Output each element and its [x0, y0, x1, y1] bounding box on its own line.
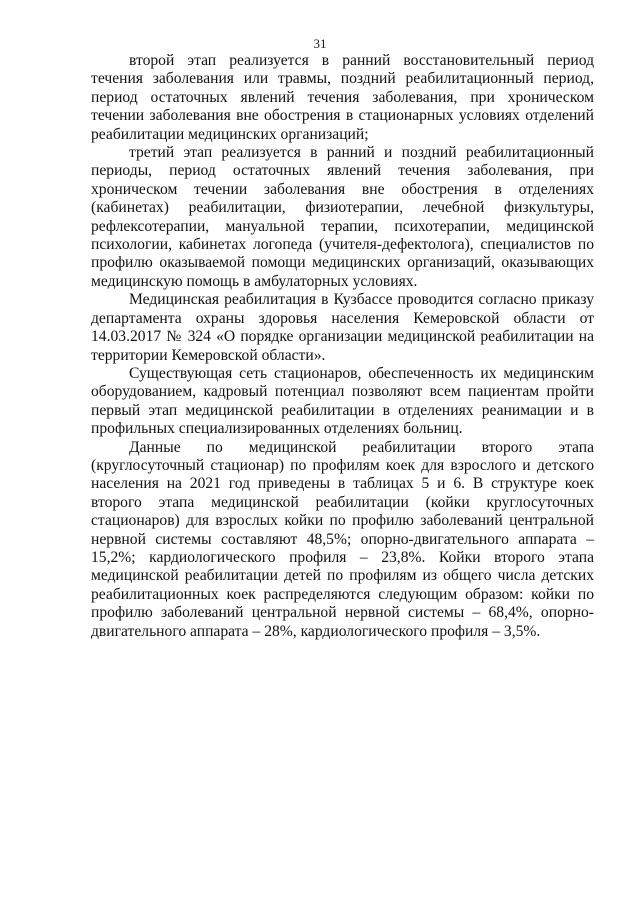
paragraph-bed-profiles: Данные по медицинской реабилитации второго этапа (круглосуточный стационар) по профилям коек для взрослого и детского населения на 2021 год приведены в таблицах 5 и 6. В структуре коек второго этапа медицинской реабилитации (койки круглосуточных стационаров) для взрослых койки по профилю заболеваний центральной нервной системы составляют 48,5%; опорно-двигательного аппарата – 15,2%; кардиологического профиля – 23,8%. Койки второго этапа медицинской реабилитации детей по профилям из общего числа детских реабилитационных коек распределяются следующим образом: койки по профилю заболеваний центральной нервной системы – 68,4%, опорно-двигательного аппарата – 28%, кардиологического профиля – 3,5%. — [91, 438, 594, 640]
paragraph-second-stage: второй этап реализуется в ранний восстановительный период течения заболевания или травмы, поздний реабилитационный период, период остаточных явлений течения заболевания, при хроническом течении заболевания вне обострения в стационарных условиях отделений реабилитации медицинских организаций; — [91, 52, 594, 143]
paragraph-third-stage: третий этап реализуется в ранний и поздний реабилитационный периоды, период остаточных явлений течения заболевания, при хроническом течении заболевания вне обострения в отделениях (кабинетах) реабилитации, физиотерапии, лечебной физкультуры, рефлексотерапии, мануальной терапии, психотерапии, медицинской психологии, кабинетах логопеда (учителя-дефектолога), специалистов по профилю оказываемой помощи медицинских организаций, оказывающих медицинскую помощь в амбулаторных условиях. — [91, 144, 594, 290]
page-number: 31 — [313, 36, 327, 51]
paragraph-hospital-network: Существующая сеть стационаров, обеспеченность их медицинским оборудованием, кадровый потенциал позволяют всем пациентам пройти первый этап медицинской реабилитации в отделениях реанимации и в профильных специализированных отделениях больниц. — [91, 364, 594, 438]
paragraph-kuzbass-order: Медицинская реабилитация в Кузбассе проводится согласно приказу департамента охраны здоровья населения Кемеровской области от 14.03.2017 № 324 «О порядке организации медицинской реабилитации на территории Кемеровской области». — [91, 291, 594, 364]
document-body — [91, 52, 594, 641]
